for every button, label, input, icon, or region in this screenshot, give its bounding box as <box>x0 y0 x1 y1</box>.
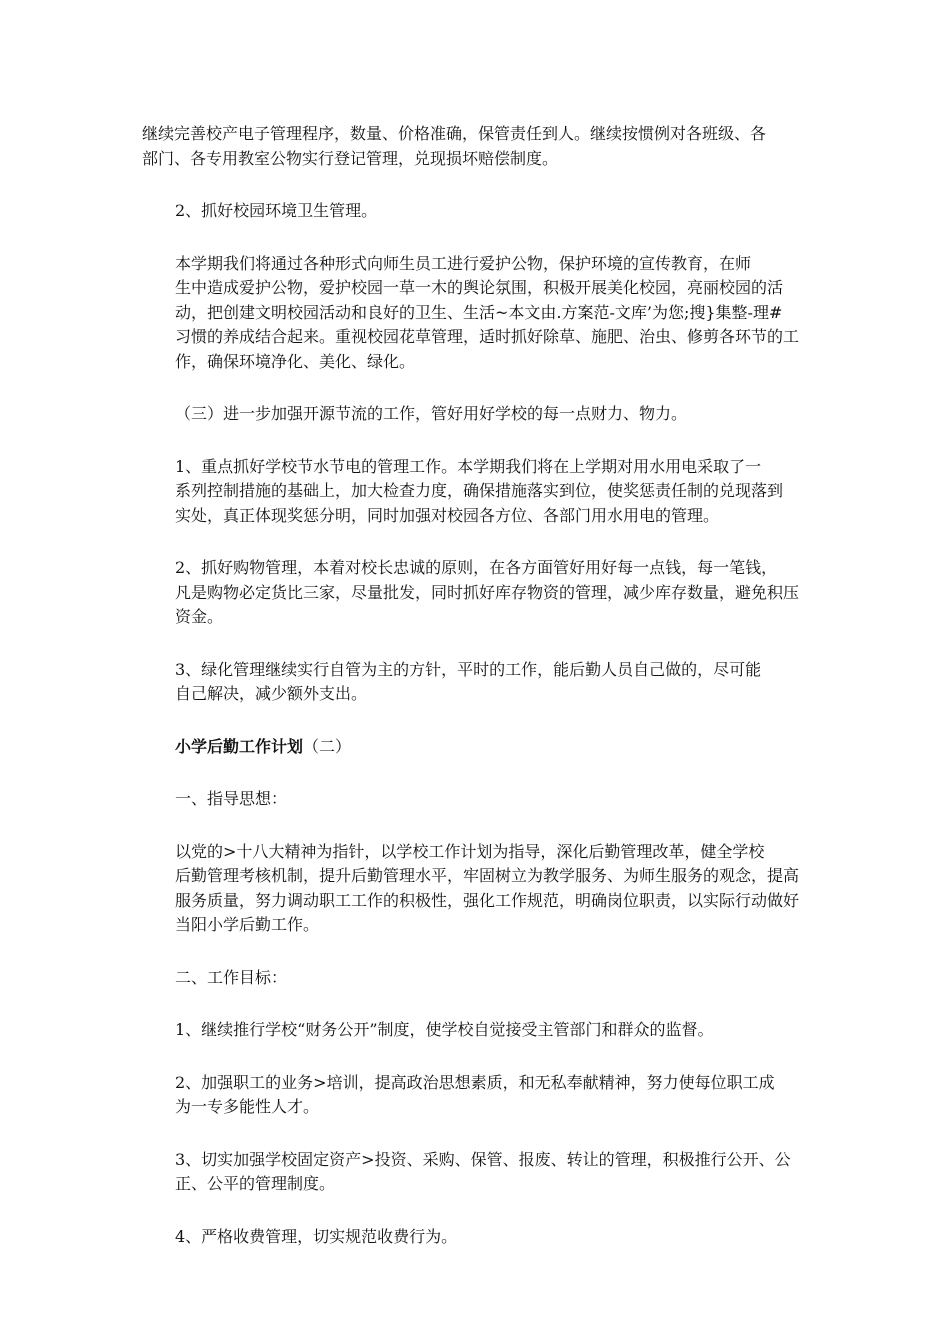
paragraph <box>142 199 814 224</box>
paragraph-line: 服务质量，努力调动职工工作的积极性，强化工作规范，明确岗位职责，以实际行动做好 <box>175 890 800 910</box>
paragraph-line: 资金。 <box>175 607 224 626</box>
paragraph-line: 动，把创建文明校园活动和良好的卫生、生活~本文由.方案范-文库’为您;搜}集整-理# <box>175 302 783 322</box>
paragraph-line: 为一专多能性人才。 <box>175 1097 320 1116</box>
section-heading-title: 小学后勤工作计划 <box>175 736 304 756</box>
paragraph <box>142 122 814 171</box>
paragraph-line: 2、加强职工的业务>培训，提高政治思想素质，和无私奉献精神，努力使每位职工成 <box>175 1072 775 1092</box>
paragraph-line: 作，确保环境净化、美化、绿化。 <box>175 351 416 371</box>
document-body-part1 <box>142 122 814 707</box>
paragraph <box>142 1225 814 1250</box>
paragraph <box>142 658 814 707</box>
paragraph-line: 1、继续推行学校“财务公开”制度，使学校自觉接受主管部门和群众的监督。 <box>175 1020 714 1039</box>
paragraph-line: 4、严格收费管理，切实规范收费行为。 <box>175 1226 458 1246</box>
paragraph-line: 正、公平的管理制度。 <box>175 1174 336 1193</box>
paragraph-line: 3、绿化管理继续实行自管为主的方针，平时的工作，能后勤人员自己做的，尽可能 <box>175 659 762 679</box>
section-heading-suffix: （二） <box>303 736 352 756</box>
paragraph-line: 自己解决，减少额外支出。 <box>175 684 368 703</box>
document-body-part2 <box>142 787 814 1249</box>
paragraph-line: 后勤管理考核机制，提升后勤管理水平，牢固树立为教学服务、为师生服务的观念，提高 <box>175 866 800 885</box>
paragraph-line: 2、抓好购物管理，本着对校长忠诚的原则，在各方面管好用好每一点钱，每一笔钱， <box>175 558 778 577</box>
paragraph-line: （三）进一步加强开源节流的工作，管好用好学校的每一点财力、物力。 <box>175 404 688 423</box>
paragraph-line: 2、抓好校园环境卫生管理。 <box>175 201 378 220</box>
paragraph-line: 凡是购物必定货比三家，尽量批发，同时抓好库存物资的管理，减少库存数量，避免积压 <box>175 582 800 602</box>
paragraph-line: 1、重点抓好学校节水节电的管理工作。本学期我们将在上学期对用水用电采取了一 <box>175 456 762 476</box>
paragraph-line: 继续完善校产电子管理程序，数量、价格准确，保管责任到人。继续按惯例对各班级、各 <box>142 124 767 143</box>
paragraph-line: 生中造成爱护公物，爱护校园一草一木的舆论氛围，积极开展美化校园，亮丽校园的活 <box>175 278 784 297</box>
paragraph-line: 部门、各专用教室公物实行登记管理，兑现损坏赔偿制度。 <box>142 148 559 168</box>
paragraph-line: 3、切实加强学校固定资产>投资、采购、保管、报废、转让的管理，积极推行公开、公 <box>175 1149 791 1169</box>
paragraph <box>142 840 814 938</box>
paragraph-line: 习惯的养成结合起来。重视校园花草管理，适时抓好除草、施肥、治虫、修剪各环节的工 <box>175 327 800 346</box>
paragraph <box>142 787 814 812</box>
paragraph-line: 系列控制措施的基础上，加大检查力度，确保措施落实到位，使奖惩责任制的兑现落到 <box>175 481 784 500</box>
paragraph <box>142 966 814 991</box>
paragraph-line: 本学期我们将通过各种形式向师生员工进行爱护公物，保护环境的宣传教育，在师 <box>175 253 752 273</box>
paragraph-line: 以党的>十八大精神为指针，以学校工作计划为指导，深化后勤管理改革，健全学校 <box>175 841 765 861</box>
paragraph <box>142 1071 814 1120</box>
paragraph <box>142 455 814 529</box>
paragraph <box>142 252 814 375</box>
paragraph <box>142 556 814 630</box>
paragraph-line: 实处，真正体现奖惩分明，同时加强对校园各方位、各部门用水用电的管理。 <box>175 505 720 525</box>
section-heading <box>142 735 814 760</box>
paragraph <box>142 402 814 427</box>
paragraph <box>142 1018 814 1043</box>
document-page <box>142 122 814 1277</box>
paragraph-line: 一、指导思想： <box>175 789 288 808</box>
paragraph-line: 当阳小学后勤工作。 <box>175 915 320 934</box>
paragraph <box>142 1148 814 1197</box>
paragraph-line: 二、工作目标： <box>175 967 288 987</box>
